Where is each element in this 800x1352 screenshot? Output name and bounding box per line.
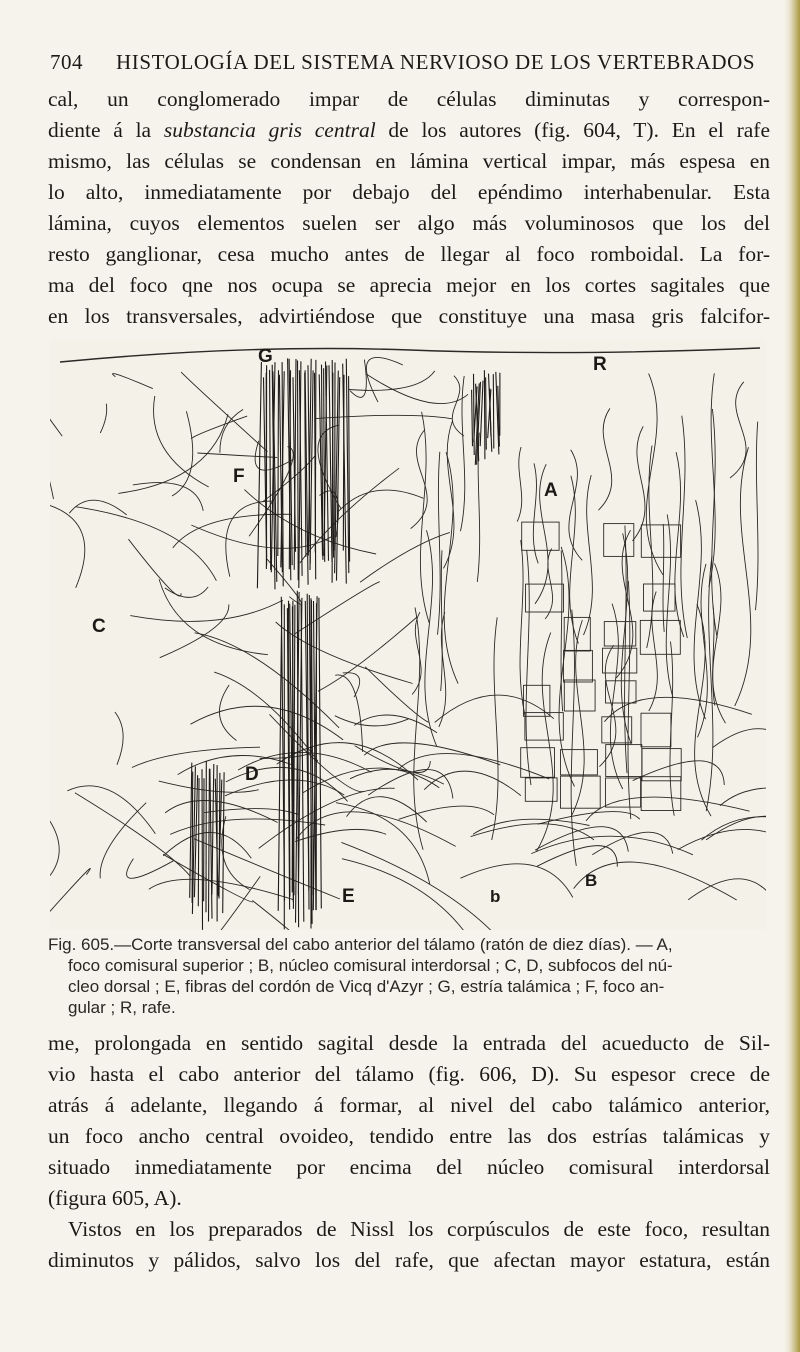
text-line-with-italic: [48, 115, 770, 146]
bundle-stroke: [315, 360, 316, 553]
italic-term: substancia gris central: [163, 118, 376, 142]
bundle-stroke: [278, 370, 279, 556]
bundle-stroke: [202, 769, 203, 930]
paragraph-3: [48, 1214, 770, 1276]
text-line: diminutos y pálidos, salvo los del rafe, que afectan mayor estatura, están: [48, 1248, 770, 1272]
figure-background: [50, 340, 766, 930]
bundle-stroke: [474, 374, 475, 455]
text-line: situado inmediatamente por encima del núcleo comisural interdorsal: [48, 1155, 770, 1179]
bundle-stroke: [298, 361, 299, 581]
bundle-stroke: [486, 377, 487, 449]
page-number: 704: [50, 50, 83, 74]
caption-line: Fig. 605.—Corte transversal del cabo anterior del tálamo (ratón de diez días). — A,: [48, 935, 673, 954]
caption-line: foco comisural superior ; B, núcleo comisural interdorsal ; C, D, subfocos del nú-: [68, 956, 673, 975]
text-line: me, prolongada en sentido sagital desde la entrada del acueducto de Sil-: [48, 1031, 770, 1055]
bundle-stroke: [198, 778, 199, 906]
figure-605: [50, 340, 766, 930]
figure-caption: [48, 934, 766, 1018]
page-edge-stain: [784, 0, 800, 1352]
text-line: un foco ancho central ovoideo, tendido entre las dos estrías talámicas y: [48, 1124, 770, 1148]
caption-line: cleo dorsal ; E, fibras del cordón de Vicq d'Azyr ; G, estría talámica ; F, foco an-: [68, 977, 665, 996]
label-G: G: [258, 346, 273, 367]
page-header: [50, 50, 770, 76]
paragraph-2: [48, 1028, 770, 1214]
label-A: A: [544, 480, 558, 501]
label-F: F: [233, 466, 245, 487]
label-b: b: [490, 887, 501, 906]
text-line: mismo, las células se condensan en lámina vertical impar, más espesa en: [48, 149, 770, 173]
text-line: atrás á adelante, llegando á formar, al nivel del cabo talámico anterior,: [48, 1093, 770, 1117]
running-title: HISTOLOGÍA DEL SISTEMA NERVIOSO DE LOS VERTEBRADOS: [116, 50, 756, 74]
bundle-stroke: [493, 374, 494, 448]
text-line: vio hasta el cabo anterior del tálamo (fig. 606, D). Su espesor crece de: [48, 1062, 770, 1086]
bundle-stroke: [484, 370, 485, 459]
label-R: R: [593, 354, 607, 375]
text-line: (figura 605, A).: [48, 1186, 182, 1210]
text-line: cal, un conglomerado impar de células diminutas y correspon-: [48, 87, 770, 111]
label-E: E: [342, 886, 355, 907]
text-line: ma del foco qne nos ocupa se aprecia mejor en los cortes sagitales que: [48, 273, 770, 297]
text-line: resto ganglionar, cesa mucho antes de llegar al foco romboidal. La for-: [48, 242, 770, 266]
paragraph-1: [48, 84, 770, 332]
caption-line: gular ; R, rafe.: [68, 998, 176, 1017]
bundle-stroke: [343, 375, 344, 551]
label-C: C: [92, 616, 106, 637]
text-line: en los transversales, advirtiéndose que constituye una masa gris falcifor-: [48, 304, 770, 328]
text-line: lámina, cuyos elementos suelen ser algo más voluminosos que los del: [48, 211, 770, 235]
label-B: B: [585, 871, 598, 890]
label-D: D: [245, 764, 259, 785]
text-segment: de los autores (fig. 604, T). En el rafe: [375, 118, 770, 142]
text-segment: diente á la: [48, 118, 164, 142]
text-line: Vistos en los preparados de Nissl los corpúsculos de este foco, resultan: [68, 1217, 770, 1241]
bundle-stroke: [292, 601, 293, 893]
histology-drawing: [50, 340, 766, 930]
text-line: lo alto, inmediatamente por debajo del epéndimo interhabenular. Esta: [48, 180, 770, 204]
